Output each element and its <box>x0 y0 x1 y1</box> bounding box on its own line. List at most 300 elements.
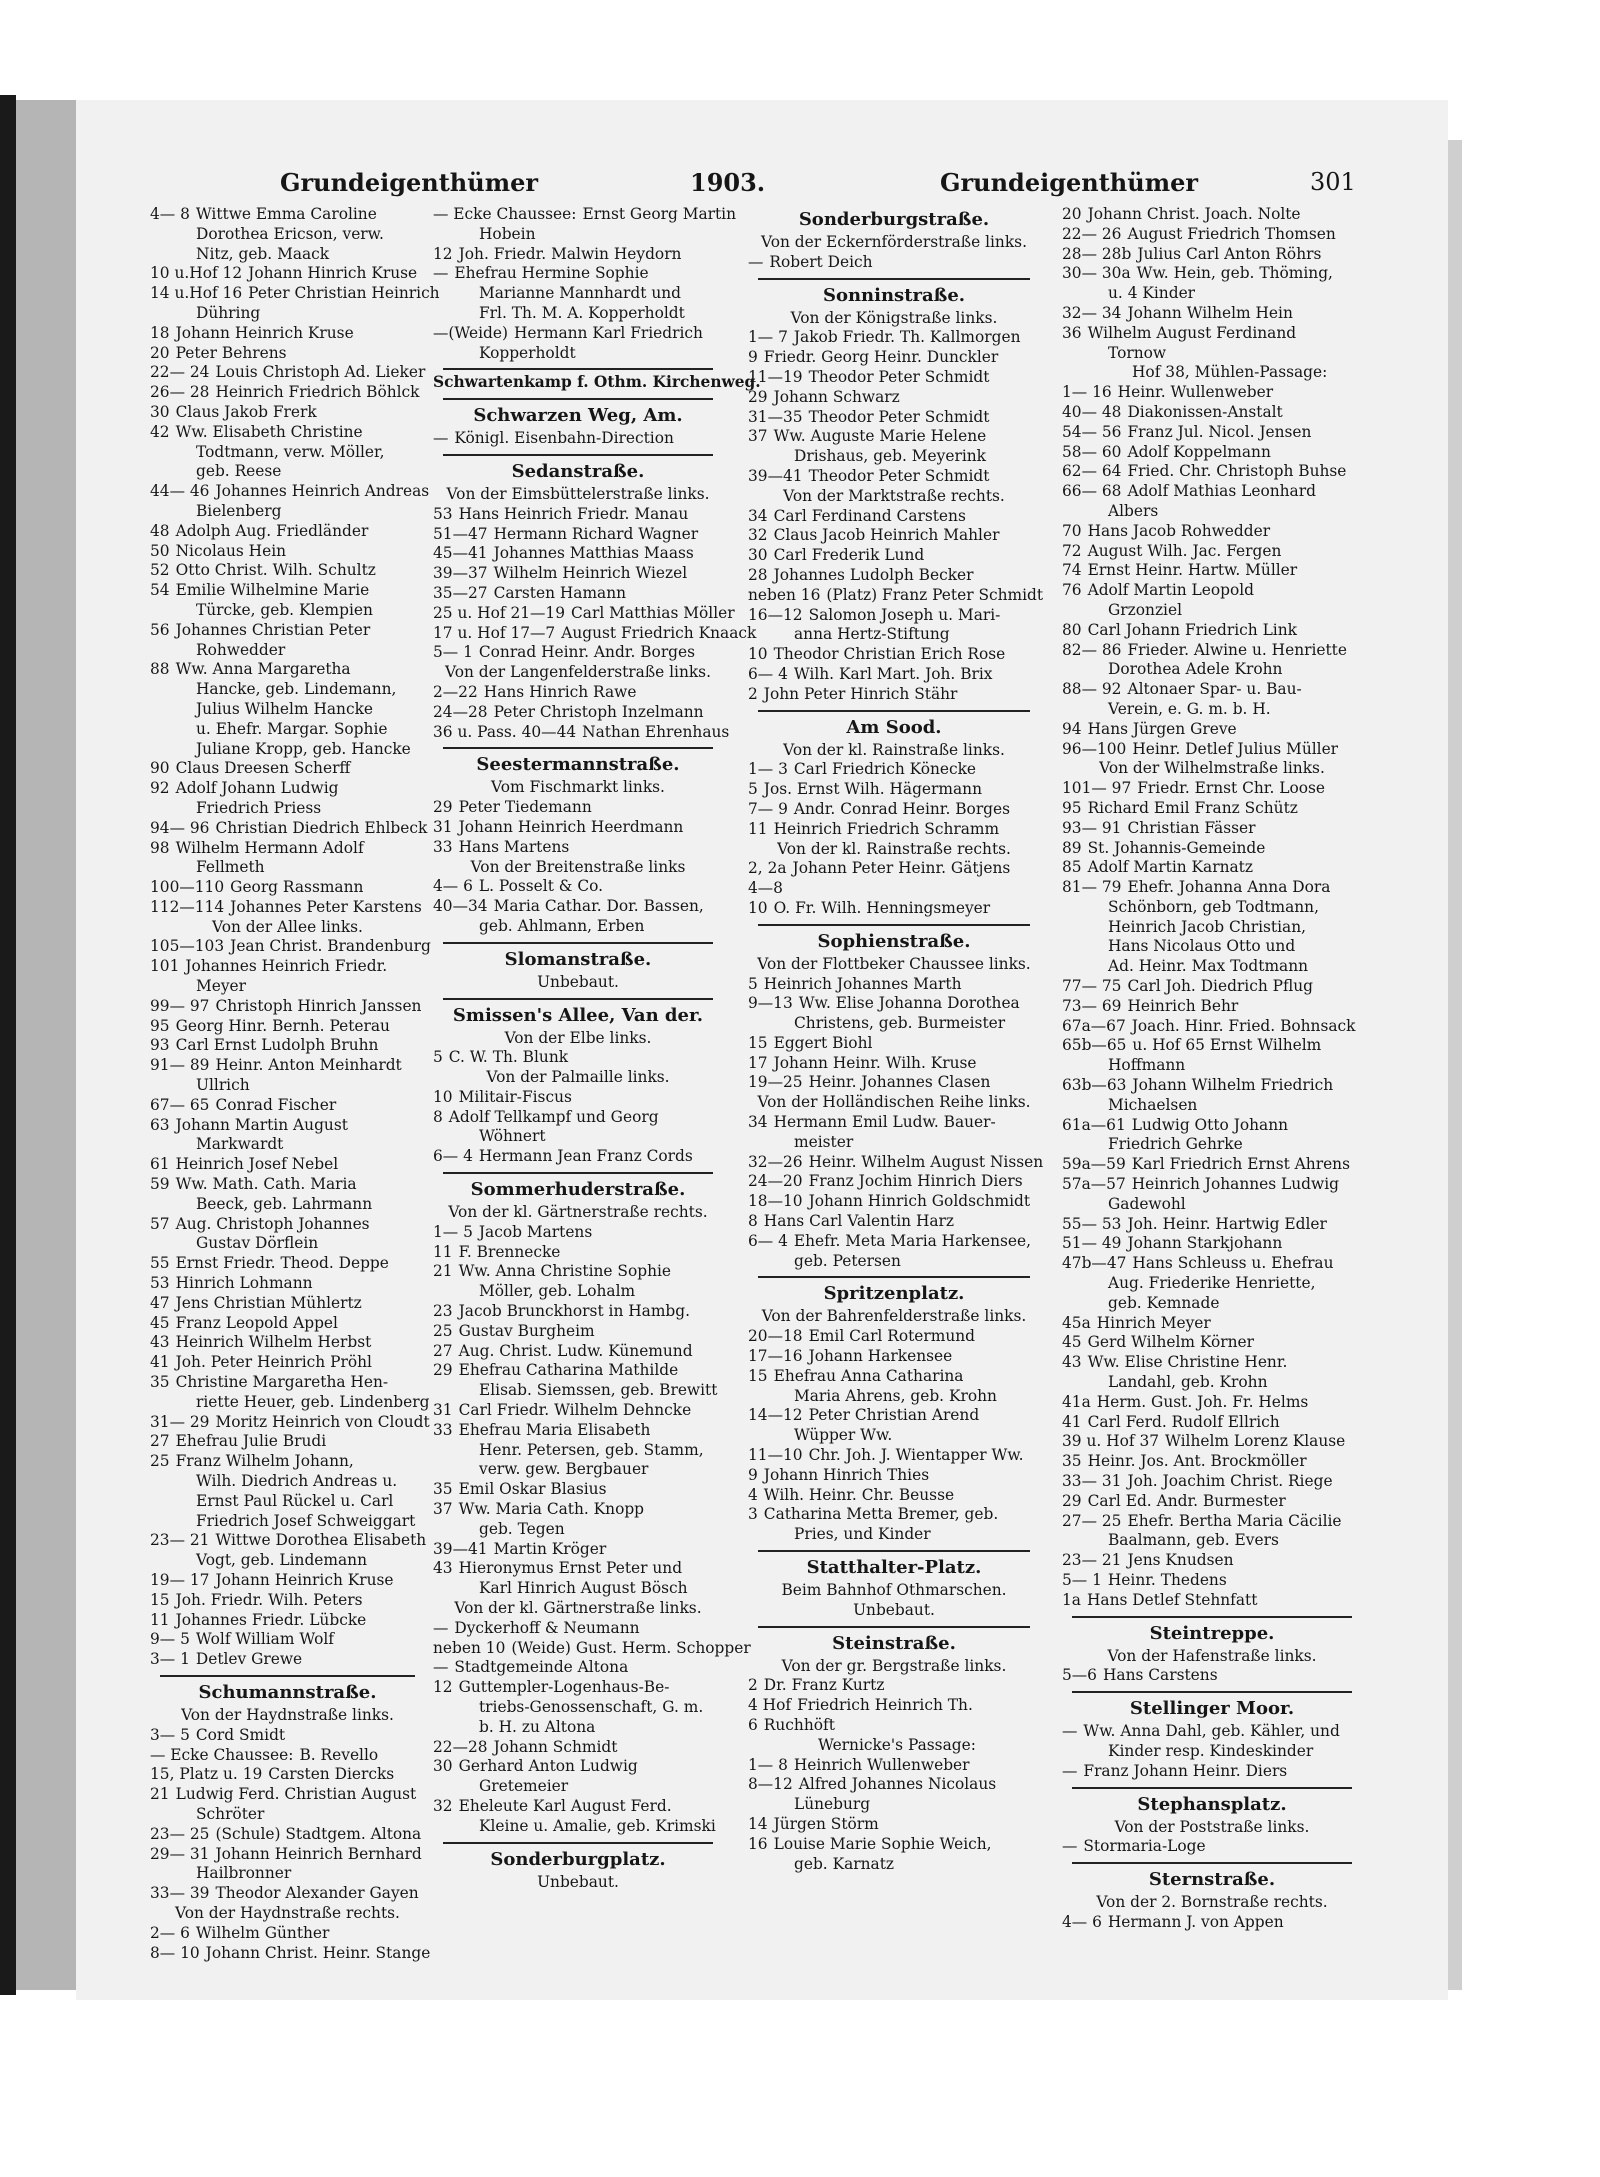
house-number: 4— 6 <box>433 877 473 896</box>
owner-entry <box>748 566 1040 586</box>
house-number: 5 <box>748 974 758 993</box>
house-number: 58— 60 <box>1062 442 1122 461</box>
owner-continuation: Ullrich <box>196 1076 250 1095</box>
owner-continuation: Hoffmann <box>1108 1056 1186 1075</box>
street-heading: Seestermannstraße. <box>476 754 680 776</box>
owner-entry <box>433 525 723 545</box>
section-divider <box>443 454 713 456</box>
house-number: 16 <box>748 1834 768 1853</box>
house-number: — <box>748 252 764 271</box>
owner-name: Hans Heinrich Friedr. Manau <box>458 504 689 523</box>
owner-name: C. W. Th. Blunk <box>448 1048 569 1067</box>
owner-continuation: geb. Karnatz <box>794 1854 895 1873</box>
owner-entry <box>150 363 425 383</box>
owner-name: Peter Behrens <box>175 343 287 362</box>
page-number: 301 <box>1310 168 1356 196</box>
owner-entry <box>1062 1472 1362 1492</box>
house-number: — <box>1062 1837 1078 1856</box>
owner-entry <box>748 1756 1040 1776</box>
house-number: 31— 29 <box>150 1412 210 1431</box>
owner-name: Franz Wilhelm Johann, <box>175 1452 354 1471</box>
owner-continuation: Aug. Friederike Henriette, <box>1108 1274 1316 1293</box>
section-divider <box>443 998 713 1000</box>
house-number: 41 <box>150 1353 170 1372</box>
section-divider <box>443 747 713 749</box>
house-number: 6— 4 <box>433 1147 473 1166</box>
owner-name: Carl Joh. Diedrich Pflug <box>1127 977 1314 996</box>
owner-entry <box>433 1223 723 1243</box>
house-number: 9—13 <box>748 994 793 1013</box>
house-number: 56 <box>150 620 170 639</box>
house-number: — <box>1062 1761 1078 1780</box>
house-number: 22— 24 <box>150 363 210 382</box>
direction-note: Unbebaut. <box>537 1872 619 1891</box>
house-number: 80 <box>1062 620 1082 639</box>
owner-entry <box>433 722 730 743</box>
house-number: 47 <box>150 1293 170 1312</box>
owner-name: Hermann Jean Franz Cords <box>478 1147 693 1166</box>
house-number: 15 <box>748 1366 768 1385</box>
owner-entry <box>150 997 425 1017</box>
direction-note: Unbebaut. <box>537 972 619 991</box>
house-number: 10 <box>748 898 768 917</box>
owner-name: Dyckerhoff & Neumann <box>454 1618 640 1637</box>
house-number: 11—10 <box>748 1446 803 1465</box>
owner-continuation: Friedrich Priess <box>196 798 322 817</box>
house-number: 14 <box>748 1814 768 1833</box>
owner-entry <box>748 820 1040 840</box>
owner-name: Franz Jul. Nicol. Jensen <box>1127 422 1312 441</box>
owner-continuation: Tornow <box>1108 343 1167 362</box>
owner-name: Wilh. Karl Mart. Joh. Brix <box>793 664 993 683</box>
owner-continuation: b. H. zu Altona <box>479 1717 596 1736</box>
owner-continuation: Todtmann, verw. Möller, <box>196 442 385 461</box>
section-divider <box>758 710 1030 712</box>
owner-name: Hans Jacob Rohwedder <box>1087 521 1271 540</box>
owner-continuation: Landahl, geb. Krohn <box>1108 1373 1268 1392</box>
direction-note: Vom Fischmarkt links. <box>491 778 665 797</box>
house-number: 61 <box>150 1155 170 1174</box>
owner-name: Heinr. Wilhelm August Nissen <box>808 1152 1044 1171</box>
street-heading: Stellinger Moor. <box>1129 1698 1295 1720</box>
owner-entry <box>150 1825 425 1845</box>
owner-entry <box>433 1322 723 1342</box>
owner-name: Chr. Joh. J. Wientapper Ww. <box>808 1446 1024 1465</box>
owner-name: August Wilh. Jac. Fergen <box>1087 541 1282 560</box>
owner-name: Georg Hinr. Bernh. Peterau <box>175 1016 390 1035</box>
owner-name: Claus Dreesen Scherff <box>175 759 351 778</box>
owner-name: Hans Carl Valentin Harz <box>763 1212 955 1231</box>
owner-entry <box>150 1116 425 1136</box>
owner-continuation: Wilh. Diedrich Andreas u. <box>196 1472 398 1490</box>
street-heading: Sommerhuderstraße. <box>470 1179 686 1201</box>
owner-entry <box>150 344 425 364</box>
section-divider <box>758 924 1030 926</box>
owner-continuation: Maria Ahrens, geb. Krohn <box>794 1386 997 1405</box>
owner-continuation: Dorothea Adele Krohn <box>1108 660 1283 679</box>
owner-entry <box>433 1088 723 1108</box>
street-heading: Steintreppe. <box>1149 1622 1275 1644</box>
house-number: 66— 68 <box>1062 482 1122 501</box>
owner-entry <box>433 564 723 584</box>
owner-name: Ww. Anna Dahl, geb. Kähler, und <box>1083 1722 1340 1741</box>
owner-name: Johann Starkjohann <box>1127 1234 1283 1253</box>
owner-continuation: u. 4 Kinder <box>1108 284 1196 303</box>
owner-entry <box>433 584 723 604</box>
house-number: 11 <box>748 819 768 838</box>
house-number: 48 <box>150 521 170 540</box>
owner-entry <box>1062 977 1362 997</box>
house-number: 23— 25 <box>150 1824 210 1843</box>
owner-name: Claus Jakob Frerk <box>175 402 317 421</box>
owner-entry <box>150 1746 425 1766</box>
owner-name: Johannes Peter Karstens <box>230 897 422 916</box>
owner-name: Aug. Christoph Johannes <box>175 1214 370 1233</box>
owner-name: Ehefrau Julie Brudi <box>175 1432 327 1451</box>
house-number: 2 <box>748 1676 758 1695</box>
owner-entry <box>1062 1215 1362 1235</box>
house-number: 2—22 <box>433 682 478 701</box>
section-divider <box>443 942 713 944</box>
house-number: 34 <box>748 1113 768 1132</box>
owner-entry <box>150 264 425 284</box>
owner-entry <box>433 643 723 663</box>
direction-note: Von der Haydnstraße links. <box>181 1705 394 1724</box>
owner-name: Eggert Biohl <box>773 1033 873 1052</box>
direction-note: Von der Marktstraße rechts. <box>783 486 1005 505</box>
owner-name: Johann Peter Heinr. Gätjens <box>792 859 1011 878</box>
owner-name: Joh. Joachim Christ. Riege <box>1127 1472 1333 1490</box>
owner-entry <box>748 1113 1040 1133</box>
owner-entry <box>748 1232 1040 1252</box>
street-heading: Steinstraße. <box>832 1632 956 1654</box>
owner-continuation: Juliane Kropp, geb. Hancke <box>196 739 411 758</box>
scan-edge <box>0 95 16 1995</box>
owner-name: Conrad Fischer <box>215 1095 337 1114</box>
house-number: 76 <box>1062 581 1082 600</box>
owner-continuation: Ernst Paul Rückel u. Carl <box>196 1491 394 1510</box>
house-number: 29 <box>433 798 453 817</box>
owner-entry <box>1062 1666 1362 1686</box>
owner-name: Heinrich Friedrich Böhlck <box>215 383 420 402</box>
owner-name: Wilhelm Günther <box>195 1923 330 1942</box>
direction-note: Unbebaut. <box>853 1600 935 1619</box>
owner-name: Hans Martens <box>458 837 570 856</box>
owner-name: Johann Christ. Joach. Nolte <box>1087 205 1301 223</box>
owner-entry <box>1062 1492 1362 1512</box>
owner-entry <box>150 1274 425 1294</box>
owner-entry <box>433 1108 723 1128</box>
owner-entry <box>748 685 1040 705</box>
owner-name: L. Posselt & Co. <box>478 877 604 896</box>
owner-continuation: meister <box>794 1132 854 1151</box>
house-number: 22—28 <box>433 1737 488 1756</box>
owner-entry <box>748 606 1040 626</box>
owner-continuation: Ad. Heinr. Max Todtmann <box>1108 957 1309 976</box>
owner-entry <box>748 994 1040 1014</box>
house-number: 3 <box>748 1505 758 1524</box>
owner-name: Moritz Heinrich von Cloudt <box>215 1412 430 1431</box>
direction-note: Von der Hafenstraße links. <box>1107 1646 1317 1665</box>
owner-entry <box>748 546 1040 566</box>
direction-note: Von der Eimsbüttelerstraße links. <box>446 484 710 503</box>
house-number: 30 <box>433 1757 453 1776</box>
owner-entry <box>1062 1254 1362 1274</box>
house-number: 20—18 <box>748 1327 803 1346</box>
owner-name: Hans Hinrich Rawe <box>483 682 637 701</box>
owner-entry <box>150 1314 425 1334</box>
house-number: 12 <box>433 244 453 263</box>
owner-name: Johann Martin August <box>175 1115 348 1134</box>
owner-continuation: Türcke, geb. Klempien <box>196 600 373 619</box>
owner-name: Ehefrau Hermine Sophie <box>454 264 649 283</box>
owner-entry <box>150 898 425 918</box>
owner-entry <box>748 1073 1040 1093</box>
owner-entry <box>433 1540 723 1560</box>
street-heading: Sternstraße. <box>1148 1869 1276 1891</box>
house-number: 95 <box>1062 798 1082 817</box>
owner-entry <box>748 1716 1040 1736</box>
house-number: 11 <box>433 1242 453 1261</box>
owner-entry <box>433 1738 723 1758</box>
owner-name: Joh. Peter Heinrich Pröhl <box>175 1353 372 1372</box>
owner-entry <box>1062 799 1362 819</box>
owner-name: John Peter Hinrich Stähr <box>763 684 958 703</box>
house-number: neben 16 <box>748 585 821 604</box>
owner-entry <box>150 1412 430 1433</box>
owner-entry <box>433 1619 723 1639</box>
direction-note: Von der 2. Bornstraße rechts. <box>1096 1893 1328 1912</box>
owner-continuation: Fellmeth <box>196 858 265 877</box>
owner-entry <box>433 1342 723 1362</box>
owner-name: Theodor Alexander Gayen <box>215 1884 419 1903</box>
house-number: 6— 4 <box>748 664 788 683</box>
house-number: 62— 64 <box>1062 462 1122 481</box>
owner-continuation: u. Ehefr. Margar. Sophie <box>196 719 388 738</box>
house-number: 25 u. Hof 21—19 <box>433 603 566 622</box>
owner-entry <box>433 1048 723 1068</box>
owner-name: Heinrich Johannes Ludwig <box>1131 1175 1339 1194</box>
owner-entry <box>150 482 430 502</box>
house-number: 39—41 <box>748 466 803 485</box>
owner-continuation: geb. Petersen <box>794 1251 901 1270</box>
owner-entry <box>433 798 723 818</box>
owner-entry <box>433 603 735 624</box>
passage-note: Hof 38, Mühlen-Passage: <box>1132 363 1328 382</box>
owner-name: Peter Christoph Inzelmann <box>493 702 704 721</box>
owner-continuation: Hans Nicolaus Otto und <box>1108 937 1296 956</box>
house-number: 42 <box>150 422 170 441</box>
owner-entry <box>1062 819 1362 839</box>
direction-note: Von der Wilhelmstraße links. <box>1099 759 1325 778</box>
direction-note: Von der Holländischen Reihe links. <box>757 1093 1031 1112</box>
owner-name: Johann Christ. Heinr. Stange <box>205 1943 431 1962</box>
house-number: 88 <box>150 660 170 679</box>
owner-entry <box>150 1017 425 1037</box>
owner-entry <box>1062 403 1362 423</box>
house-number: 57a—57 <box>1062 1175 1126 1194</box>
owner-entry <box>433 205 737 225</box>
owner-name: Johannes Matthias Maass <box>493 544 694 563</box>
owner-entry <box>433 245 723 265</box>
house-number: 34 <box>748 506 768 525</box>
house-number: 5 <box>748 780 758 799</box>
owner-name: Johann Hinrich Thies <box>763 1465 930 1484</box>
house-number: 5— 1 <box>433 643 473 662</box>
owner-entry <box>1062 839 1362 859</box>
house-number: 1— 8 <box>748 1755 788 1774</box>
owner-name: Nathan Ehrenhaus <box>582 722 730 741</box>
house-number: 23 <box>433 1302 453 1321</box>
owner-entry <box>150 878 425 898</box>
owner-name: Carl Ferd. Rudolf Ellrich <box>1087 1412 1280 1431</box>
owner-name: Ehefrau Catharina Mathilde <box>458 1361 679 1380</box>
owner-name: Hermann Karl Friedrich <box>513 323 703 342</box>
house-number: 29 <box>1062 1491 1082 1510</box>
owner-entry <box>1062 1116 1362 1136</box>
house-number: 15 <box>150 1590 170 1609</box>
direction-note: Von der Eckernförderstraße links. <box>761 233 1027 251</box>
owner-name: Ww. Anna Christine Sophie <box>458 1262 672 1281</box>
house-number: 93— 91 <box>1062 818 1122 837</box>
owner-name: Adolf Tellkampf und Georg <box>448 1107 659 1126</box>
owner-continuation: Schönborn, geb Todtmann, <box>1108 897 1319 916</box>
owner-entry <box>748 1835 1040 1855</box>
owner-name: Hans Carstens <box>1102 1666 1218 1685</box>
owner-entry <box>150 1785 425 1805</box>
owner-name: Ehefr. Johanna Anna Dora <box>1127 878 1331 897</box>
owner-continuation: Kinder resp. Kindeskinder <box>1108 1741 1314 1760</box>
owner-continuation: anna Hertz-Stiftung <box>794 625 950 644</box>
owner-name: Joach. Hinr. Fried. Bohnsack <box>1131 1016 1356 1035</box>
owner-name: Aug. Christ. Ludw. Künemund <box>458 1341 693 1360</box>
owner-entry <box>150 779 425 799</box>
owner-name: Peter Christian Heinrich <box>248 284 440 303</box>
owner-entry <box>748 1676 1040 1696</box>
owner-entry <box>748 1775 1040 1795</box>
owner-name: Stormaria-Loge <box>1083 1837 1206 1856</box>
house-number: 25 <box>433 1321 453 1340</box>
house-number: 51— 49 <box>1062 1234 1122 1253</box>
house-number: 18—10 <box>748 1192 803 1211</box>
owner-name: Karl Friedrich Ernst Ahrens <box>1131 1155 1350 1174</box>
owner-entry <box>1062 1234 1362 1254</box>
owner-name: Christian Fässer <box>1127 818 1256 837</box>
owner-entry <box>1062 1452 1362 1472</box>
house-number: 32— 34 <box>1062 303 1122 322</box>
owner-name: Ehefr. Bertha Maria Cäcilie <box>1127 1511 1342 1530</box>
owner-continuation: Gretemeier <box>479 1777 569 1796</box>
owner-name: Ehefrau Anna Catharina <box>773 1366 964 1385</box>
owner-name: Jean Christ. Brandenburg <box>230 937 431 956</box>
house-number: 1— 16 <box>1062 383 1112 402</box>
owner-name: Carl Frederik Lund <box>773 546 925 565</box>
owner-continuation: Henr. Petersen, geb. Stamm, <box>479 1440 704 1459</box>
owner-name: Ww. Anna Margaretha <box>175 660 351 679</box>
owner-entry <box>150 542 425 562</box>
owner-entry <box>433 1243 723 1263</box>
owner-entry <box>748 859 1040 879</box>
owner-name: Georg Rassmann <box>230 878 364 897</box>
owner-entry <box>150 1432 425 1452</box>
owner-entry <box>748 1815 1040 1835</box>
street-heading: Smissen's Allee, Van der. <box>452 1004 704 1026</box>
owner-entry <box>433 1421 723 1441</box>
section-divider <box>443 368 713 370</box>
house-number: 11—19 <box>748 367 803 386</box>
house-number: 17 <box>748 1053 768 1072</box>
owner-name: Carsten Diercks <box>268 1765 395 1784</box>
house-number: 112—114 <box>150 897 225 916</box>
owner-name: Heinrich Wilhelm Herbst <box>175 1333 372 1352</box>
owner-entry <box>1062 1591 1362 1611</box>
owner-continuation: riette Heuer, geb. Lindenberg <box>196 1392 430 1411</box>
owner-entry <box>748 408 1040 428</box>
owner-name: Ww. Hein, geb. Thöming, <box>1136 264 1333 283</box>
owner-name: Christoph Hinrich Janssen <box>215 996 422 1015</box>
house-number: — <box>433 429 449 448</box>
owner-name: Detlev Grewe <box>195 1650 303 1669</box>
owner-entry <box>150 1726 425 1746</box>
owner-entry <box>150 1294 425 1314</box>
owner-name: Heinr. Thedens <box>1107 1570 1227 1589</box>
house-number: 88— 92 <box>1062 680 1122 699</box>
owner-continuation: Verein, e. G. m. b. H. <box>1108 699 1271 718</box>
street-heading: Slomanstraße. <box>504 948 652 970</box>
house-number: 18 <box>150 323 170 342</box>
owner-entry <box>748 585 1044 606</box>
owner-name: Joh. Friedr. Malwin Heydorn <box>458 244 682 263</box>
house-number: 30— 30a <box>1062 264 1131 283</box>
street-heading: Schumannstraße. <box>198 1681 377 1703</box>
house-number: 41a <box>1062 1392 1091 1411</box>
owner-entry <box>150 1096 425 1116</box>
owner-continuation: geb. Kemnade <box>1108 1293 1220 1312</box>
house-number: 20 <box>1062 205 1082 223</box>
house-number: 77— 75 <box>1062 977 1122 996</box>
owner-name: Carl Ernst Ludolph Bruhn <box>175 1036 379 1055</box>
house-number: 4 Hof <box>748 1696 792 1715</box>
owner-entry <box>150 1591 425 1611</box>
owner-entry <box>1062 720 1362 740</box>
house-number: 5— 1 <box>1062 1570 1102 1589</box>
house-number: 16—12 <box>748 605 803 624</box>
owner-entry <box>150 1353 425 1373</box>
owner-entry <box>150 1571 425 1591</box>
owner-entry <box>1062 324 1362 344</box>
owner-name: Johann Wilhelm Friedrich <box>1132 1076 1334 1095</box>
header-year: 1903. <box>690 168 766 197</box>
passage-note: Wernicke's Passage: <box>818 1735 976 1754</box>
owner-continuation: verw. gew. Bergbauer <box>479 1460 649 1479</box>
owner-entry <box>433 505 723 525</box>
house-number: 17—16 <box>748 1347 803 1366</box>
street-heading: Schwarzen Weg, Am. <box>473 405 683 427</box>
owner-entry <box>433 324 723 344</box>
owner-entry <box>1062 997 1362 1017</box>
house-number: 90 <box>150 759 170 778</box>
house-number: 101 <box>150 957 180 976</box>
owner-entry <box>1062 561 1362 581</box>
owner-name: Jens Christian Mühlertz <box>175 1293 362 1312</box>
owner-name: (Schule) Stadtgem. Altona <box>215 1824 422 1843</box>
owner-entry <box>150 1215 425 1235</box>
street-heading: Statthalter-Platz. <box>806 1557 982 1579</box>
owner-name: Heinr. Detlef Julius Müller <box>1132 739 1339 758</box>
owner-entry <box>1062 1413 1362 1433</box>
owner-name: Johannes Christian Peter <box>175 620 371 639</box>
house-number: 2, 2a <box>748 859 787 878</box>
